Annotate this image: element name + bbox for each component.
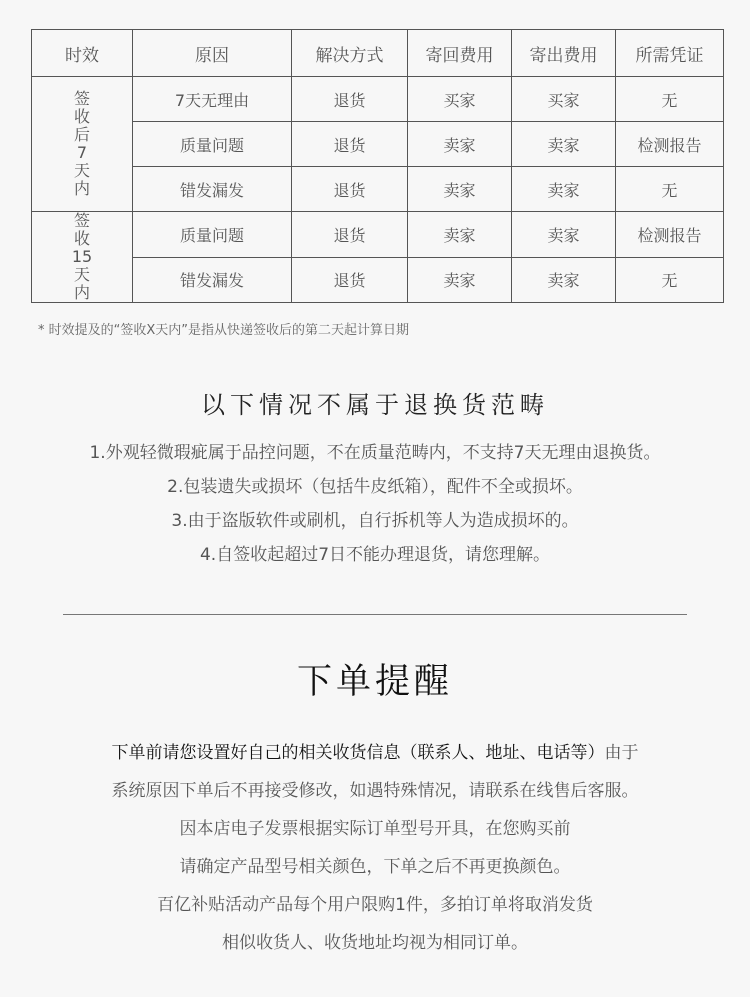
table-row — [32, 122, 724, 167]
solution-cell: 退货 — [292, 122, 408, 167]
period-char: 内 — [73, 283, 90, 302]
reminder-line: 百亿补贴活动产品每个用户限购1件，多拍订单将取消发货 — [157, 895, 593, 915]
exclusions-title: 以下情况不属于退换货范畴 — [201, 391, 549, 419]
return-policy-table — [31, 29, 724, 303]
send-shipping-cell: 卖家 — [512, 122, 616, 167]
return-shipping-cell: 卖家 — [408, 167, 512, 212]
period-char: 内 — [73, 179, 90, 198]
proof-cell: 无 — [616, 257, 724, 303]
reason-cell: 质量问题 — [133, 212, 292, 258]
period-cell-7-days — [32, 77, 133, 212]
solution-cell: 退货 — [292, 77, 408, 122]
exclusions-list — [0, 438, 750, 574]
proof-cell: 无 — [616, 77, 724, 122]
header-period: 时效 — [32, 30, 133, 77]
proof-cell: 检测报告 — [616, 212, 724, 258]
send-shipping-cell: 卖家 — [512, 257, 616, 303]
footnote: * 时效提及的“签收X天内”是指从快递签收后的第二天起计算日期 — [38, 323, 410, 338]
reminder-emphasis: 下单前请您设置好自己的相关收货信息（联系人、地址、电话等） — [111, 743, 605, 763]
header-return-shipping: 寄回费用 — [408, 30, 512, 77]
period-char: 天 — [73, 265, 90, 284]
reason-cell: 质量问题 — [133, 122, 292, 167]
divider — [63, 614, 687, 615]
list-item: 2.包装遗失或损坏（包括牛皮纸箱），配件不全或损坏。 — [167, 477, 583, 497]
header-required-proof: 所需凭证 — [616, 30, 724, 77]
reminder-title: 下单提醒 — [296, 662, 453, 702]
table-header-row — [32, 30, 724, 77]
table-row — [32, 257, 724, 303]
return-shipping-cell: 卖家 — [408, 257, 512, 303]
reminder-line-tail: 由于 — [604, 743, 639, 763]
period-char: 签 — [73, 89, 90, 108]
table-row — [32, 212, 724, 258]
proof-cell: 无 — [616, 167, 724, 212]
period-char: 收 — [73, 229, 90, 248]
reminder-text — [0, 734, 750, 962]
period-char: 15 — [71, 247, 93, 266]
solution-cell: 退货 — [292, 257, 408, 303]
reminder-line: 系统原因下单后不再接受修改，如遇特殊情况，请联系在线售后客服。 — [111, 781, 639, 801]
return-shipping-cell: 卖家 — [408, 122, 512, 167]
solution-cell: 退货 — [292, 167, 408, 212]
send-shipping-cell: 卖家 — [512, 167, 616, 212]
list-item: 3.由于盗版软件或刷机，自行拆机等人为造成损坏的。 — [171, 511, 579, 531]
table-row — [32, 167, 724, 212]
list-item: 1.外观轻微瑕疵属于品控问题，不在质量范畴内，不支持7天无理由退换货。 — [89, 443, 661, 463]
header-solution: 解决方式 — [292, 30, 408, 77]
list-item: 4.自签收起超过7日不能办理退货，请您理解。 — [199, 545, 551, 565]
period-char: 7 — [76, 143, 88, 162]
reminder-line: 因本店电子发票根据实际订单型号开具，在您购买前 — [179, 819, 571, 839]
period-char: 签 — [73, 211, 90, 230]
reason-cell: 错发漏发 — [133, 167, 292, 212]
reminder-line — [0, 734, 750, 772]
reminder-line: 请确定产品型号相关颜色，下单之后不再更换颜色。 — [179, 857, 571, 877]
period-char: 收 — [73, 107, 90, 126]
table-row — [32, 77, 724, 122]
period-char: 天 — [73, 161, 90, 180]
header-send-shipping: 寄出费用 — [512, 30, 616, 77]
period-char: 后 — [73, 125, 90, 144]
return-shipping-cell: 卖家 — [408, 212, 512, 258]
header-reason: 原因 — [133, 30, 292, 77]
period-cell-15-days — [32, 212, 133, 303]
return-shipping-cell: 买家 — [408, 77, 512, 122]
reason-cell: 7天无理由 — [133, 77, 292, 122]
proof-cell: 检测报告 — [616, 122, 724, 167]
send-shipping-cell: 买家 — [512, 77, 616, 122]
reminder-line: 相似收货人、收货地址均视为相同订单。 — [222, 933, 528, 953]
send-shipping-cell: 卖家 — [512, 212, 616, 258]
reason-cell: 错发漏发 — [133, 257, 292, 303]
solution-cell: 退货 — [292, 212, 408, 258]
